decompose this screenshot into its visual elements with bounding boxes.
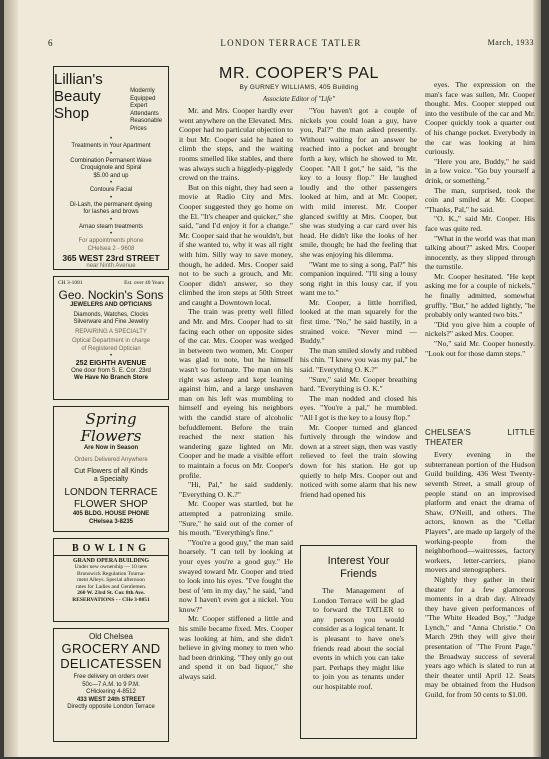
ad-nockin-line: Silverware and Fine Jewelry [73, 319, 149, 325]
article-paragraph: The train was pretty well filled and Mr. and Mrs. Cooper had to sit facing each other on opposite sides of the car. Mrs. Cooper was wedged in between two women, Mr. Cooper was glad to note, but he himself wasn't so fortunate. The man on his right was asleep and kept leaning against him, and a large unshaven man on his left was mumbling to himself and eyeing his neighbors with the candid stare of alcoholic befuddlement. Before the train reached the next station his wandering gaze lighted on Mr. Cooper and he made a visible effort to maintain a focus on Mr. Cooper's profile. [179, 307, 293, 480]
article-paragraph: Mr. and Mrs. Cooper hardly ever went anywhere on the Elevated. Mrs. Cooper had no particular objection to it but Mr. Cooper said he hated to climb the steps, and the waiting rooms smelled like stables, and there was always such a higgledy-piggledy crowd on the trains. [179, 106, 293, 183]
ad-nockin-line: Diamonds, Watches, Clocks [73, 311, 149, 318]
ad-flower-line: a Specialty [93, 475, 129, 483]
ad-grocery-line: Free delivery on orders over [73, 674, 149, 680]
article-column-1 [179, 106, 293, 682]
running-header [48, 38, 534, 52]
ad-bowling-text: ment Alleys. Special afternoon [77, 577, 145, 583]
ad-grocery-name: GROCERY AND [61, 641, 161, 656]
article-paragraph: "Hi, Pal," he said suddenly. "Everything O. K.?" [179, 480, 293, 499]
ad-lillian-service: Treatments in Your Apartment [71, 143, 151, 149]
ad-lillian-sub: Modernly Equipped Expert Attendants Reasonable Prices [130, 88, 163, 132]
ad-lillian-address: 365 WEST 23rd STREET [62, 253, 160, 263]
ad-nockin-est: Est. over 40 Years [124, 280, 164, 286]
ad-grocery-head: Old Chelsea [88, 632, 134, 641]
ad-lillians-beauty-shop: Lillian's Beauty Shop Modernly Equipped Expert Attendants Reasonable Prices • Treatments in Your Apartment • Combination Permanent Wave Croquignole and Spiral $5.00 and up • Contoure Facial • Di-Lash, the permanent dyeing for lashes and brows • Arnao steam treatments • For appointments phone CHelsea 2 - 9608 365 WEST 23rd STREET near Ninth Avenue [53, 66, 169, 270]
ad-nockin-phone: CH 3-1081 [58, 280, 83, 286]
chelsea-paragraph: Nightly they gather in their theater for a few glamorous moments in a drab day. Already they have given performances of "The White Headed Boy," "Judge Lynch," and "Anna Christie." On March 29th they will give their presentation of "The Front Page," the Broadway success of several years ago which is slated to run at their theater until April 12. Seats may be obtained from the Hudson Guild, for from 50 cents to $1.00. [425, 574, 535, 700]
ad-nockin-line: REPAIRING A SPECIALTY [75, 328, 147, 335]
article-paragraph: But on this night, they had seen a movie at Radio City and Mrs. Cooper suggested they go home on the El. "It's cheaper and quicker," she said, "and I'd enjoy it for a change." Mr. Cooper said that he wouldn't, but if she wanted to, why it was all right with him. Silly way to save money, though, he added. Mrs. Cooper said not to be such a grouch, and Mr. Cooper didn't answer, so they climbed the iron steps at 50th Street and caught a Downtown local. [179, 182, 293, 307]
ad-lillian-phone: CHelsea 2 - 9608 [87, 245, 135, 252]
article-paragraph: The man nodded and closed his eyes. "You're a pal," he mumbled. "All I got is the key to a lousy flop." [300, 393, 417, 422]
ad-nockins-sons: CH 3-1081 Est. over 40 Years Geo. Nockin's Sons JEWELERS AND OPTICIANS Diamonds, Watches, Clocks Silverware and Fine Jewelry REPAIRING A SPECIALTY Optical Department in charge of Registered Optician • 252 EIGHTH AVENUE One door from S. E. Cor. 23rd We Have No Branch Store [53, 276, 169, 400]
ad-lillian-service: Contoure Facial [89, 187, 133, 193]
ad-grocery [53, 628, 169, 742]
article-paragraph: Mr. Cooper turned and glanced furtively through the window and down at a street sign, then was vastly relieved to feel the train slowing down for his station. He got up quietly to help Mrs. Cooper out and noticed with some alarm that his new friend had opened his [300, 422, 417, 499]
article-paragraph: Mr. Cooper, a little horrified, looked at the man squarely for the first time. "No," he said hastily, in a strained voice. "Never mind — Buddy." [300, 297, 417, 346]
ad-grocery-address: 433 WEST 24th STREET [76, 696, 146, 703]
article-paragraph: "Here you are, Buddy," he said in a low voice. "Go buy yourself a drink, or something." [425, 156, 535, 185]
article-paragraph: "What in the world was that man talking about?" asked Mrs. Cooper innocently, as they slipped through the turnstile. [425, 233, 535, 272]
ad-flower-address: 405 BLDG. HOUSE PHONE [72, 511, 150, 517]
article-paragraph: "O. K.," said Mr. Cooper. His face was quite red. [425, 214, 535, 233]
ad-nockin-branch: We Have No Branch Store [74, 375, 148, 381]
ad-flower-name: FLOWER SHOP [74, 499, 148, 510]
ad-flower-title: Spring Flowers [80, 410, 142, 445]
ad-flower-line: Orders Delivered Anywhere [74, 456, 148, 463]
article-paragraph: Mr. Cooper stiffened a little and his smile became fixed. Mrs. Cooper was looking at him, and she didn't believe in giving money to men who had been drinking. "They only go out and spend it on bad liquor," she always said. [179, 614, 293, 682]
ad-bowling-building: GRAND OPERA BUILDING [72, 558, 149, 564]
ad-bowling-text: Brunswick Regulation Tourna- [77, 570, 145, 577]
ad-nockin-line: of Registered Optician [81, 345, 141, 352]
magazine-page [4, 0, 541, 757]
ad-lillian-near: near Ninth Avenue [86, 263, 136, 269]
article-column-2 [300, 106, 417, 499]
ad-bowling-text: Under new ownership — 10 new [74, 564, 148, 570]
ad-nockin-address: 252 EIGHTH AVENUE [75, 360, 147, 367]
ad-flower-shop [53, 406, 169, 532]
ad-grocery-line: Directly opposite London Terrace [67, 704, 155, 710]
article-assoc: Associate Editor of "Life" [262, 95, 336, 103]
binding-edge [4, 0, 18, 757]
ad-flower-name: LONDON TERRACE [64, 487, 158, 498]
ad-grocery-name: DELICATESSEN [60, 656, 162, 671]
article-paragraph: The man smiled slowly and rubbed his chin. "I knew you was my pal," he said. "Everything O. K.?" [300, 345, 417, 375]
ad-bowling-title: BOWLING [54, 543, 168, 556]
page-number: 6 [48, 38, 53, 48]
article-paragraph: "No," said Mr. Cooper honestly. "Look out for those damn steps." [425, 339, 535, 358]
chelsea-theater-section [425, 428, 535, 700]
article-paragraph: eyes. The expression on the man's face was sullen, Mr. Cooper thought. Mrs. Cooper stepped out into the vestibule of the car and Mr. Cooper quickly took a quarter out of his change pocket. Everybody in the car was looking at him curiously. [425, 80, 535, 157]
interest-box-text: The Management of London Terrace will be glad to forward the TATLER to any person you would consider as a logical tenant. It is pleasant to have one's friends read about the social events in which you can take part. Perhaps they might like to join you as tenants under our hospitable roof. [313, 586, 404, 691]
article-paragraph: Mr. Cooper hesitated. "He kept asking me for a couple of nickels," he finally admitted, somewhat gruffly. "But," he added lightly, "he probably only wanted two bits." [425, 271, 535, 320]
ad-nockin-name: Geo. Nockin's Sons [58, 288, 164, 302]
ad-lillian-service: Arnao steam treatments [78, 223, 144, 230]
article-paragraph: "Did you give him a couple of nickels?" asked Mrs. Cooper. [425, 319, 535, 339]
ad-nockin-door: One door from S. E. Cor. 23rd [71, 367, 151, 374]
article-paragraph: The man, surprised, took the coin and smiled at Mr. Cooper. "Thanks, Pal," he said. [425, 185, 535, 214]
ad-nockin-line: Optical Department in charge [71, 338, 151, 344]
article-headline: MR. COOPER'S PAL [219, 65, 379, 82]
ad-grocery-line: 50c—7 A.M. to 9 P.M. [82, 681, 140, 688]
ad-bowling [53, 538, 169, 622]
ad-nockin-line: JEWELERS AND OPTICIANS [70, 302, 152, 308]
ad-lillian-service: $5.00 and up [93, 172, 129, 179]
chelsea-theater-title: CHELSEA'S LITTLE THEATER [425, 428, 535, 447]
ad-lillian-service: Croquignole and Spiral [80, 165, 142, 171]
article-paragraph: "You're a good guy," the man said hoarsely. "I can tell by looking at your eyes you're a good guy." He swayed toward Mr. Cooper and tried to look into his eyes. "I've fought the best of 'em in my day," he said, "and now I haven't even got a nickel. You know?" [179, 537, 293, 614]
article-paragraph: Mr. Cooper was startled, but he attempted a patronizing smile. "Sure," he said out of the corner of his mouth. "Everything's fine." [179, 499, 293, 538]
ad-flower-line: Are Now in Season [83, 445, 139, 451]
magazine-title: LONDON TERRACE TATLER [220, 38, 362, 48]
interest-box-title: Interest Your Friends [327, 555, 390, 580]
ad-lillian-appt: For appointments phone [78, 238, 144, 244]
ad-bowling-text: rates for Ladies and Gentlemen. [75, 583, 147, 590]
ad-lillian-name: Lillian's Beauty Shop [54, 71, 103, 122]
ad-bowling-reservations: RESERVATIONS - - CHe 3-8051 [72, 596, 150, 603]
article-paragraph: "Want me to sing a song, Pal?" his companion inquired. "I'll sing a lousy song right in this lousy car, if you want me to." [300, 259, 417, 298]
ads-column [53, 66, 169, 748]
ad-lillian-service: Di-Lash, the permanent dyeing [69, 201, 153, 208]
ad-lillian-service: Combination Permanent Wave [70, 157, 152, 164]
issue-date: March, 1933 [487, 38, 534, 47]
article-byline: By GURNEY WILLIAMS, 405 Building [239, 84, 359, 91]
article-paragraph: "You haven't got a couple of nickels you could loan a guy, have you, Pal?" the man asked presently. Without waiting for an answer he reached into a pocket and brought forth a key, which he showed to Mr. Cooper. "All I got," he said, "is the key to a lousy flop." He laughed loudly and the other passengers looked at him, and at Mr. Cooper, with mild interest. Mr. Cooper glanced swiftly at Mrs. Cooper, but she was studying a car card over his head. He didn't like the looks of her smile, though; he had the feeling that she was enjoying his dilemma. [300, 106, 417, 259]
ad-flower-line: Cut Flowers of all Kinds [74, 468, 148, 475]
interest-friends-box [300, 545, 417, 739]
chelsea-paragraph: Every evening in the subterranean portion of the Hudson Guild building, 436 West Twenty-seventh Street, a small group of people stand on an improvised platform and enact the drama of Shaw, O'Neill, and others. The actors, known as the "Cellar Players", are made up largely of the working-people from the neighborhood—waitresses, factory workers, letter-carriers, piano movers and stenographers. [425, 450, 535, 575]
ad-flower-phone: CHelsea 3-8235 [88, 518, 134, 525]
ad-lillian-service: for lashes and brows [83, 209, 139, 215]
article-paragraph: "Sure," said Mr. Cooper breathing hard. "Everything is O. K." [300, 374, 417, 394]
ad-bowling-address: 260 W. 23rd St. Cor. 8th Ave. [77, 590, 145, 596]
ad-grocery-phone: CHickering 4-8512 [86, 689, 136, 695]
article-column-3 [425, 80, 535, 358]
